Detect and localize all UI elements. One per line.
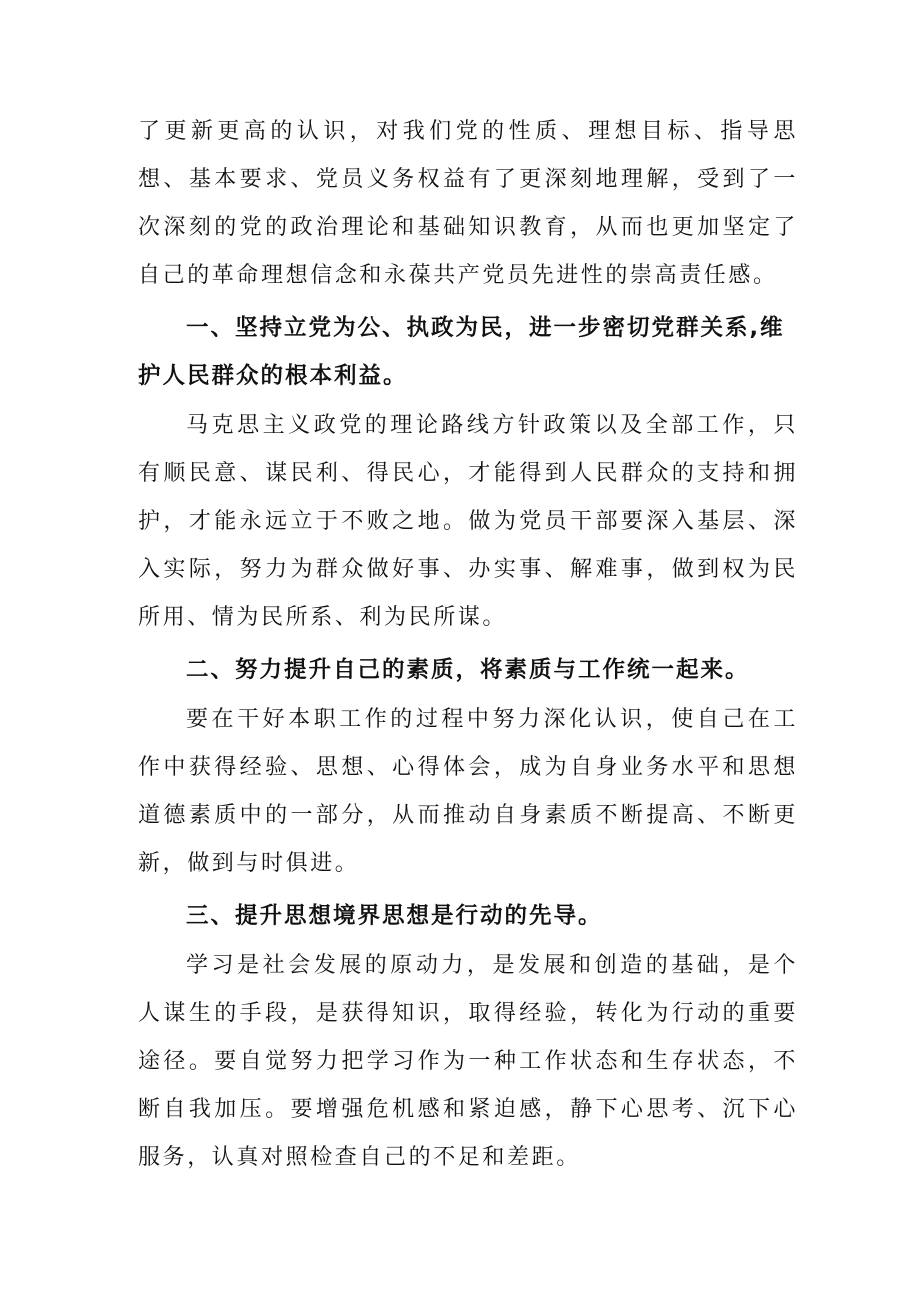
section-3-heading: 三、提升思想境界思想是行动的先导。 xyxy=(186,903,603,929)
section-2-heading: 二、努力提升自己的素质，将素质与工作统一起来。 xyxy=(186,657,750,683)
section-1-heading: 一、坚持立党为公、执政为民，进一步密切党群关系,维护人民群众的根本利益。 xyxy=(138,315,785,389)
intro-paragraph: 了更新更高的认识，对我们党的性质、理想目标、指导思想、基本要求、党员义务权益有了更深刻地理解，受到了一次深刻的党的政治理论和基础知识教育，从而也更加坚定了自己的革命理想信念和永葆共产党员先进性的崇高责任感。 xyxy=(138,119,798,288)
section-1-body: 马克思主义政党的理论路线方针政策以及全部工作，只有顺民意、谋民利、得民心，才能得到人民群众的支持和拥护，才能永远立于不败之地。做为党员干部要深入基层、深入实际，努力为群众做好事、办实事、解难事，做到权为民所用、情为民所系、利为民所谋。 xyxy=(138,413,798,630)
section-2-body: 要在干好本职工作的过程中努力深化认识，使自己在工作中获得经验、思想、心得体会，成为自身业务水平和思想道德素质中的一部分，从而推动自身素质不断提高、不断更新，做到与时俱进。 xyxy=(138,707,798,876)
section-3-body: 学习是社会发展的原动力，是发展和创造的基础，是个人谋生的手段，是获得知识，取得经验，转化为行动的重要途径。要自觉努力把学习作为一种工作状态和生存状态，不断自我加压。要增强危机感和紧迫感，静下心思考、沉下心服务，认真对照检查自己的不足和差距。 xyxy=(138,953,798,1170)
document-page xyxy=(138,108,798,1182)
